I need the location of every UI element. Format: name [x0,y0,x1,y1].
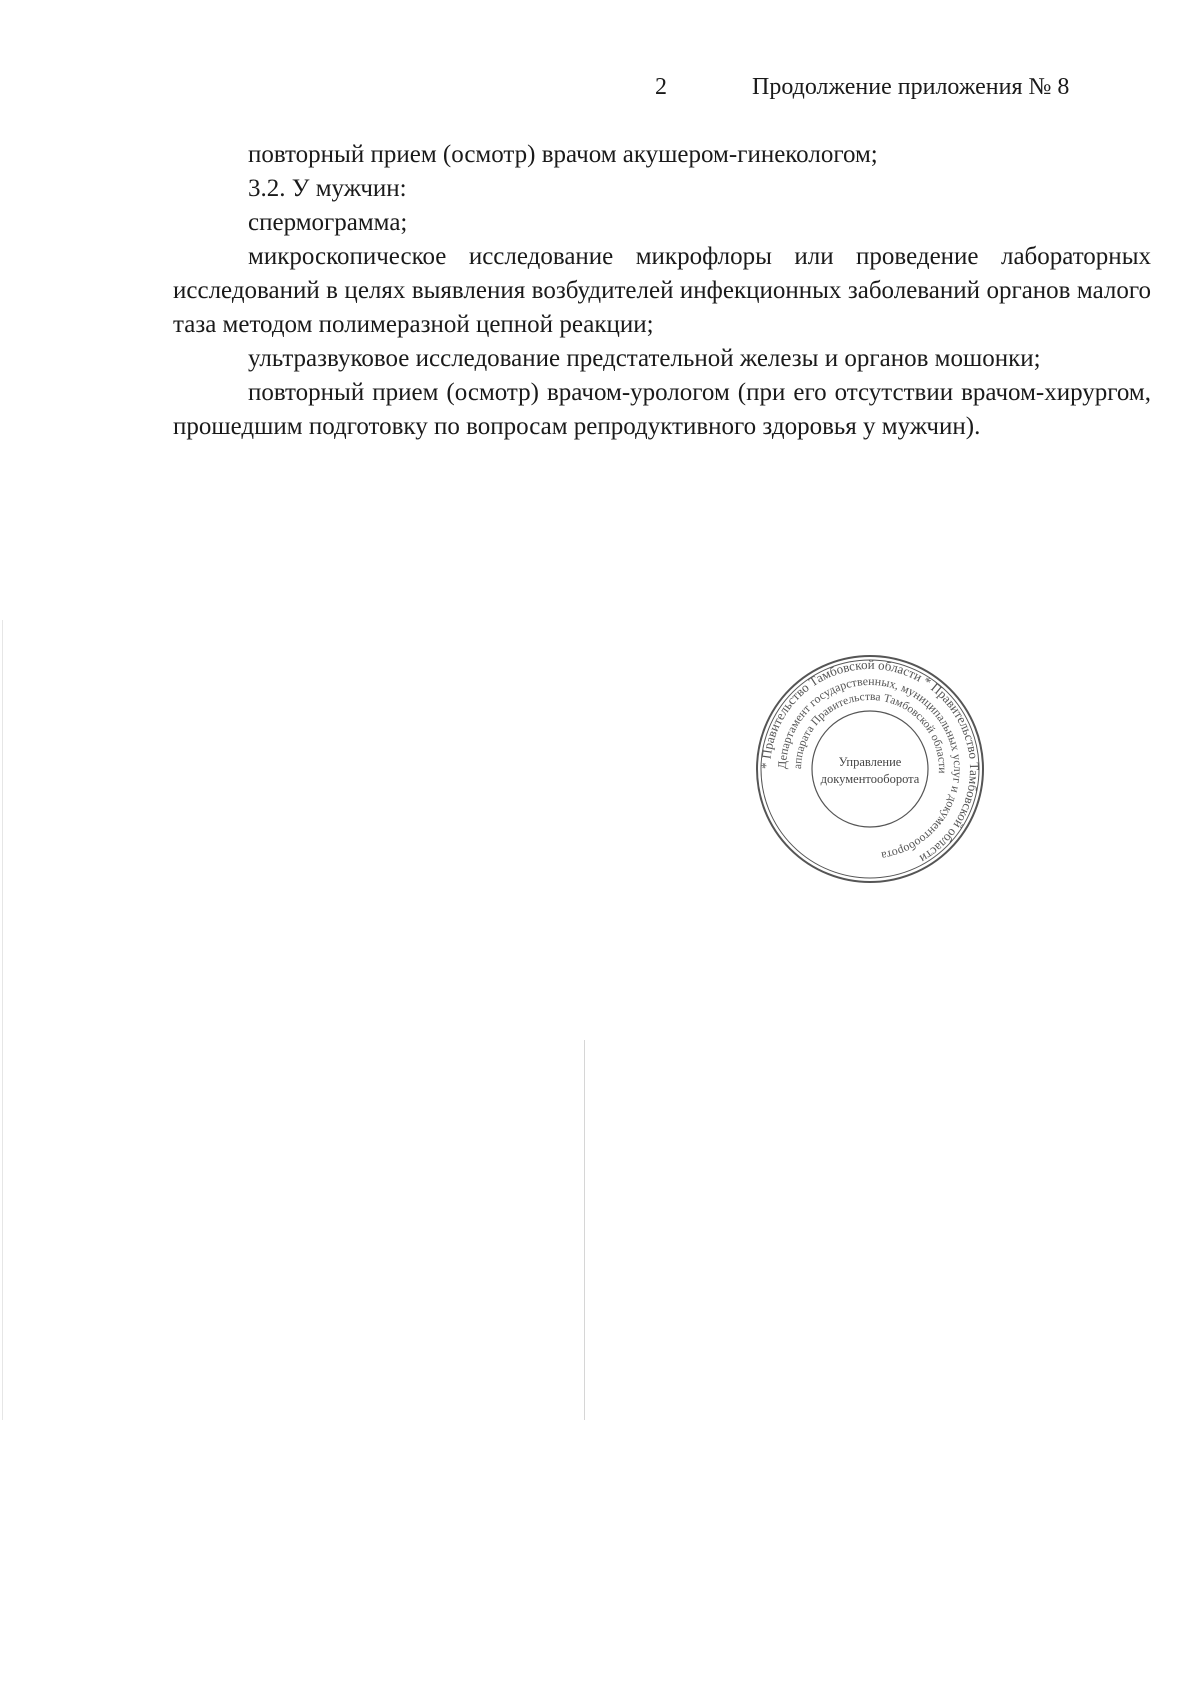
stamp-inner-ring-text: аппарата Правительства Тамбовской области [791,690,949,774]
paragraph-spermogram: спермограмма; [248,209,408,236]
scan-artifact-edge [2,620,3,1420]
paragraph-gynecologist-visit: повторный прием (осмотр) врачом акушером-гинекологом; [248,141,878,168]
stamp-middle-ring-text: Департамент государственных, муниципальных услуг и документооборота [774,673,966,864]
appendix-continuation-title: Продолжение приложения № 8 [752,74,1070,100]
stamp-center-line-2: документооборота [820,772,920,786]
document-body [173,138,1151,444]
official-stamp [755,654,985,884]
section-heading-men: 3.2. У мужчин: [248,175,407,202]
scan-artifact-line [584,1040,585,1420]
paragraph-urologist-visit: повторный прием (осмотр) врачом-урологом (при его отсутствии врачом-хирургом, прошедшим подготовку по вопросам репродуктивного здоровья у мужчин). [173,379,1151,440]
stamp-center-line-1: Управление [838,755,902,769]
stamp-outer-ring-text: * Правительство Тамбовской области * Правительство Тамбовской области [757,656,983,867]
page-header [0,74,1200,114]
paragraph-microscopic-study: микроскопическое исследование микрофлоры или проведение лабораторных исследований в целях выявления возбудителей инфекционных заболеваний органов малого таза методом полимеразной цепной реакции; [173,243,1151,338]
page-number: 2 [655,74,667,100]
paragraph-ultrasound: ультразвуковое исследование предстательной железы и органов мошонки; [248,345,1041,372]
